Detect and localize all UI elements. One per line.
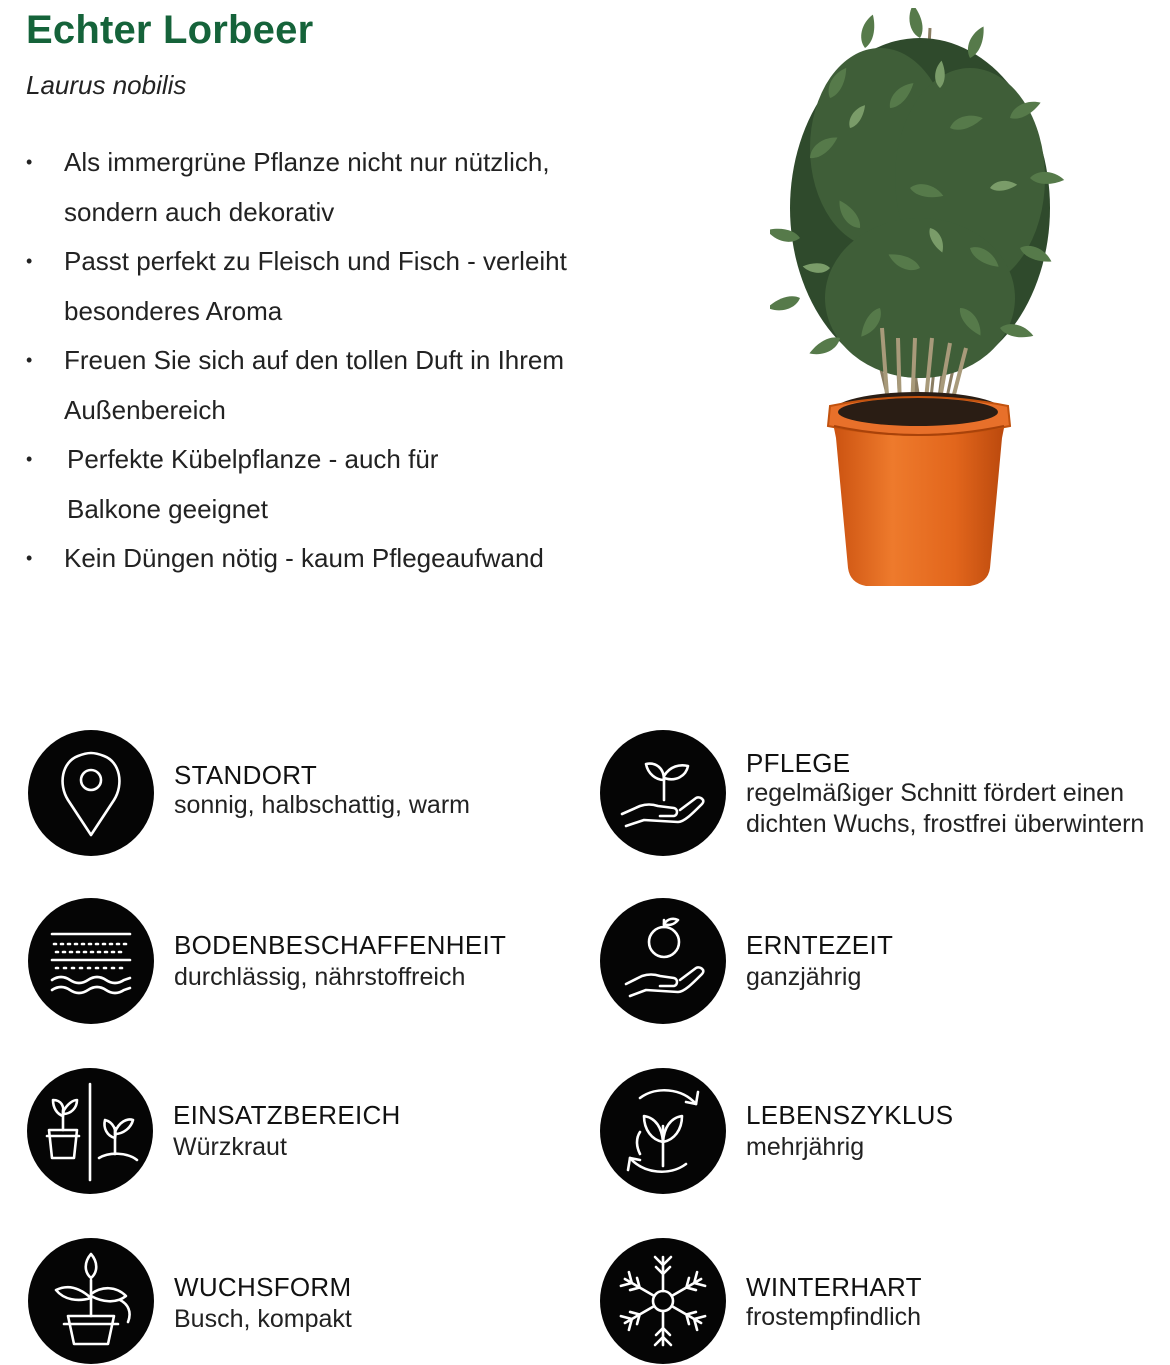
potted-plant-icon: [28, 1238, 154, 1364]
bullet-item: • Perfekte Kübelpflanze - auch für Balkone geeignet: [24, 435, 604, 534]
feature-title: WUCHSFORM: [174, 1272, 352, 1302]
laurel-plant-image: [770, 8, 1080, 598]
latin-name: Laurus nobilis: [26, 70, 187, 100]
feature-description: mehrjährig: [746, 1133, 865, 1161]
location-pin-icon: [28, 730, 154, 856]
bullet-item: • Kein Düngen nötig - kaum Pflegeaufwand: [24, 534, 604, 584]
feature-title: WINTERHART: [746, 1272, 922, 1302]
feature-description: ganzjährig: [746, 963, 862, 991]
feature-description: dichten Wuchs, frostfrei überwintern: [746, 810, 1145, 838]
lifecycle-leaf-icon: [600, 1068, 726, 1194]
feature-description: Würzkraut: [173, 1133, 287, 1161]
product-title: Echter Lorbeer: [26, 8, 314, 52]
feature-title: LEBENSZYKLUS: [746, 1100, 954, 1130]
feature-description: durchlässig, nährstoffreich: [174, 963, 466, 991]
soil-layers-icon: [28, 898, 154, 1024]
snowflake-icon: [600, 1238, 726, 1364]
bullet-item: • Passt perfekt zu Fleisch und Fisch - verleiht besonderes Aroma: [24, 237, 604, 336]
feature-title: BODENBESCHAFFENHEIT: [174, 930, 507, 960]
feature-description: regelmäßiger Schnitt fördert einen: [746, 779, 1124, 807]
bullet-item: • Freuen Sie sich auf den tollen Duft in Ihrem Außenbereich: [24, 336, 604, 435]
feature-title: EINSATZBEREICH: [173, 1100, 401, 1130]
fruit-hand-icon: [600, 898, 726, 1024]
feature-title: STANDORT: [174, 760, 318, 790]
feature-description: Busch, kompakt: [174, 1305, 352, 1333]
seedling-hand-icon: [600, 730, 726, 856]
feature-bullet-list: [24, 138, 604, 584]
feature-description: sonnig, halbschattig, warm: [174, 791, 470, 819]
pot-and-ground-plant-icon: [27, 1068, 153, 1194]
feature-title: PFLEGE: [746, 748, 851, 778]
bullet-item: • Als immergrüne Pflanze nicht nur nützlich, sondern auch dekorativ: [24, 138, 604, 237]
feature-title: ERNTEZEIT: [746, 930, 894, 960]
feature-description: frostempfindlich: [746, 1303, 922, 1331]
